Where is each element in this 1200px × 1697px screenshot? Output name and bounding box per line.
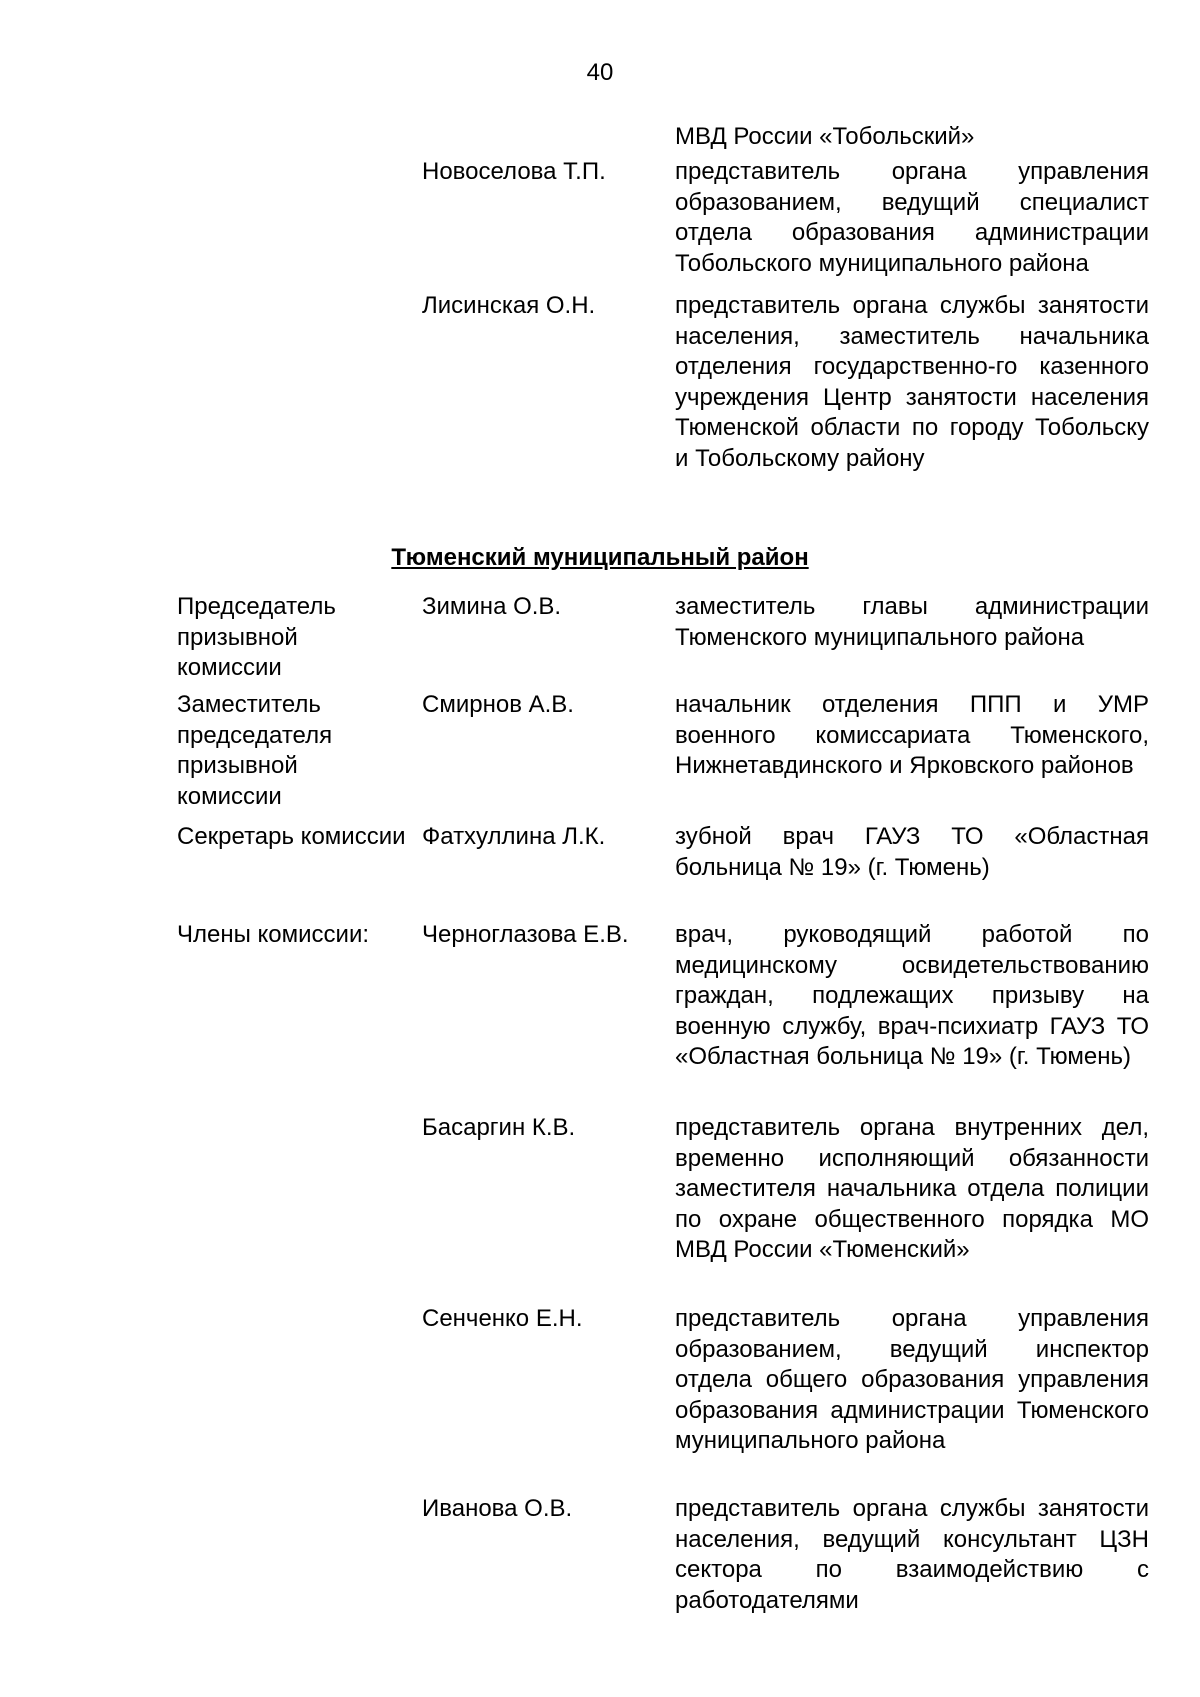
member-description: врач, руководящий работой по медицинскому освидетельствованию граждан, подлежащих призыву на военную службу, врач-психиатр ГАУЗ ТО «Областная больница № 19» (г. Тюмень) [675, 921, 1149, 1070]
member-description: представитель органа внутренних дел, временно исполняющий обязанности заместителя начальника отдела полиции по охране общественного порядка МО МВД России «Тюменский» [675, 1114, 1149, 1263]
member-name: Смирнов А.В. [422, 691, 574, 718]
member-description: представитель органа управления образованием, ведущий инспектор отдела общего образования управления образования администрации Тюменского муниципального района [675, 1305, 1149, 1454]
continuation-text: МВД России «Тобольский» [675, 123, 975, 150]
member-name: Фатхуллина Л.К. [422, 823, 606, 850]
member-role: Секретарь комиссии [177, 823, 406, 850]
member-role: Председатель призывной комиссии [177, 593, 336, 681]
member-description: представитель органа управления образованием, ведущий специалист отдела образования администрации Тобольского муниципального района [675, 158, 1149, 277]
member-name: Черноглазова Е.В. [422, 921, 629, 948]
member-name: Басаргин К.В. [422, 1114, 576, 1141]
member-name: Лисинская О.Н. [422, 292, 596, 319]
member-description: представитель органа службы занятости населения, заместитель начальника отделения государственно-го казенного учреждения Центр занятости населения Тюменской области по городу Тобольску и Тобольскому району [675, 292, 1149, 472]
member-role: Члены комиссии: [177, 921, 370, 948]
member-description: зубной врач ГАУЗ ТО «Областная больница № 19» (г. Тюмень) [675, 823, 1149, 881]
member-name: Иванова О.В. [422, 1495, 573, 1522]
page-number: 40 [586, 59, 614, 86]
member-name: Новоселова Т.П. [422, 158, 606, 185]
member-name: Зимина О.В. [422, 593, 562, 620]
section-title-text: Тюменский муниципальный район [391, 544, 809, 571]
member-description: начальник отделения ППП и УМР военного комиссариата Тюменского, Нижнетавдинского и Ярковского районов [675, 691, 1149, 779]
member-description: заместитель главы администрации Тюменского муниципального района [675, 593, 1149, 651]
section-title [0, 543, 1200, 573]
member-role: Заместитель председателя призывной комиссии [177, 691, 333, 810]
member-description: представитель органа службы занятости населения, ведущий консультант ЦЗН сектора по взаимодействию с работодателями [675, 1495, 1149, 1614]
member-name: Сенченко Е.Н. [422, 1305, 583, 1332]
